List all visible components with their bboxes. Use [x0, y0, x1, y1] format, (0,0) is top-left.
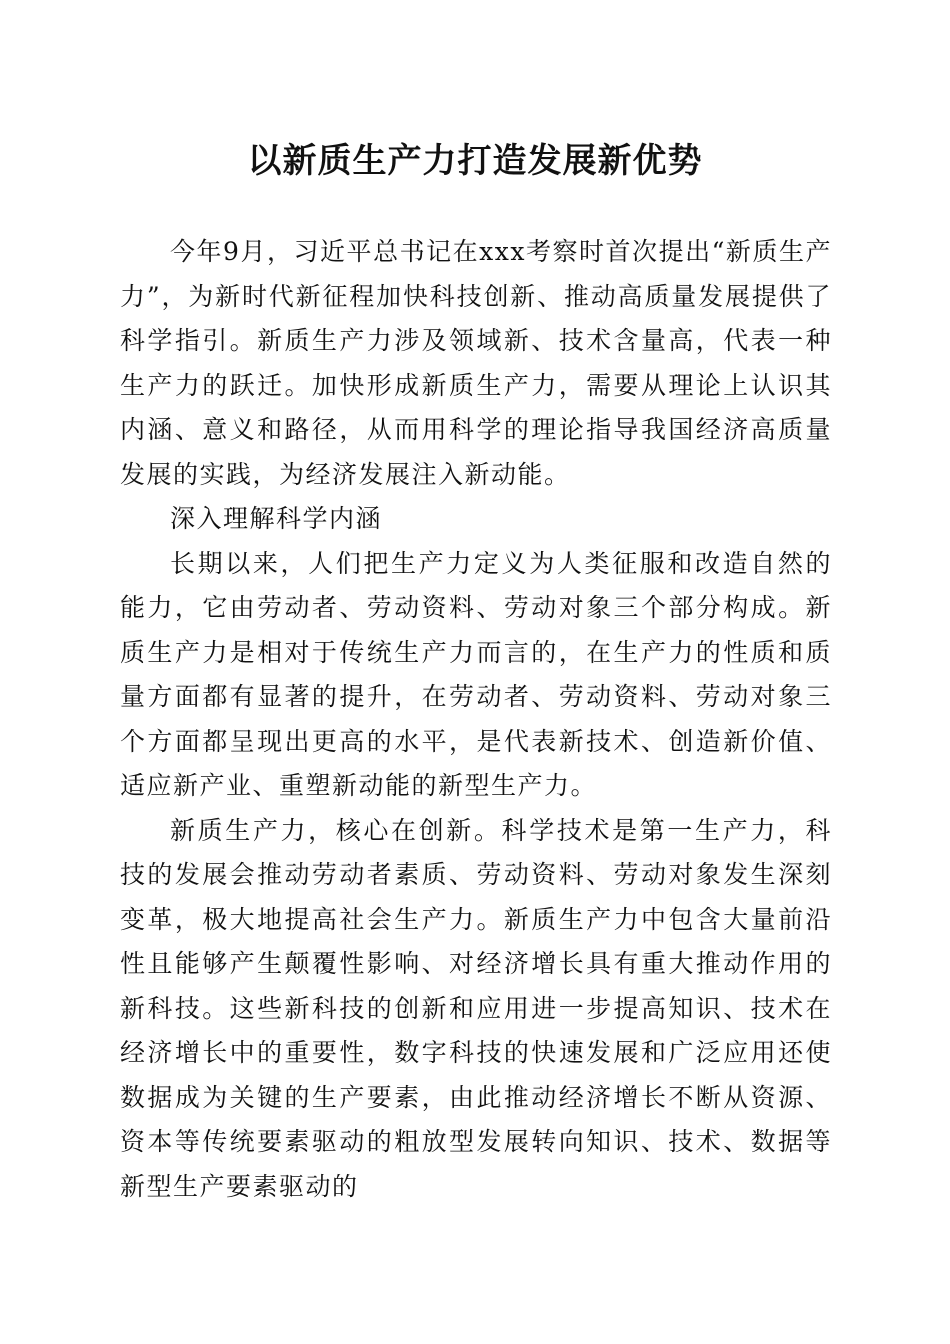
paragraph-definition: 长期以来，人们把生产力定义为人类征服和改造自然的能力，它由劳动者、劳动资料、劳动对象三个部分构成。新质生产力是相对于传统生产力而言的，在生产力的性质和质量方面都有显著的提升，在劳动者、劳动资料、劳动对象三个方面都呈现出更高的水平，是代表新技术、创造新价值、适应新产业、重塑新动能的新型生产力。 [120, 548, 832, 800]
document-body [120, 230, 832, 1209]
section-heading: 深入理解科学内涵 [170, 504, 383, 533]
paragraph-innovation: 新质生产力，核心在创新。科学技术是第一生产力，科技的发展会推动劳动者素质、劳动资料、劳动对象发生深刻变革，极大地提高社会生产力。新质生产力中包含大量前沿性且能够产生颠覆性影响、对经济增长具有重大推动作用的新科技。这些新科技的创新和应用进一步提高知识、技术在经济增长中的重要性，数字科技的快速发展和广泛应用还使数据成为关键的生产要素，由此推动经济增长不断从资源、资本等传统要素驱动的粗放型发展转向知识、技术、数据等新型生产要素驱动的 [120, 815, 832, 1201]
document-title: 以新质生产力打造发展新优势 [247, 141, 703, 181]
paragraph-intro: 今年9月，习近平总书记在xxx考察时首次提出“新质生产力”，为新时代新征程加快科技创新、推动高质量发展提供了科学指引。新质生产力涉及领域新、技术含量高，代表一种生产力的跃迁。加快形成新质生产力，需要从理论上认识其内涵、意义和路径，从而用科学的理论指导我国经济高质量发展的实践，为经济发展注入新动能。 [120, 237, 832, 489]
